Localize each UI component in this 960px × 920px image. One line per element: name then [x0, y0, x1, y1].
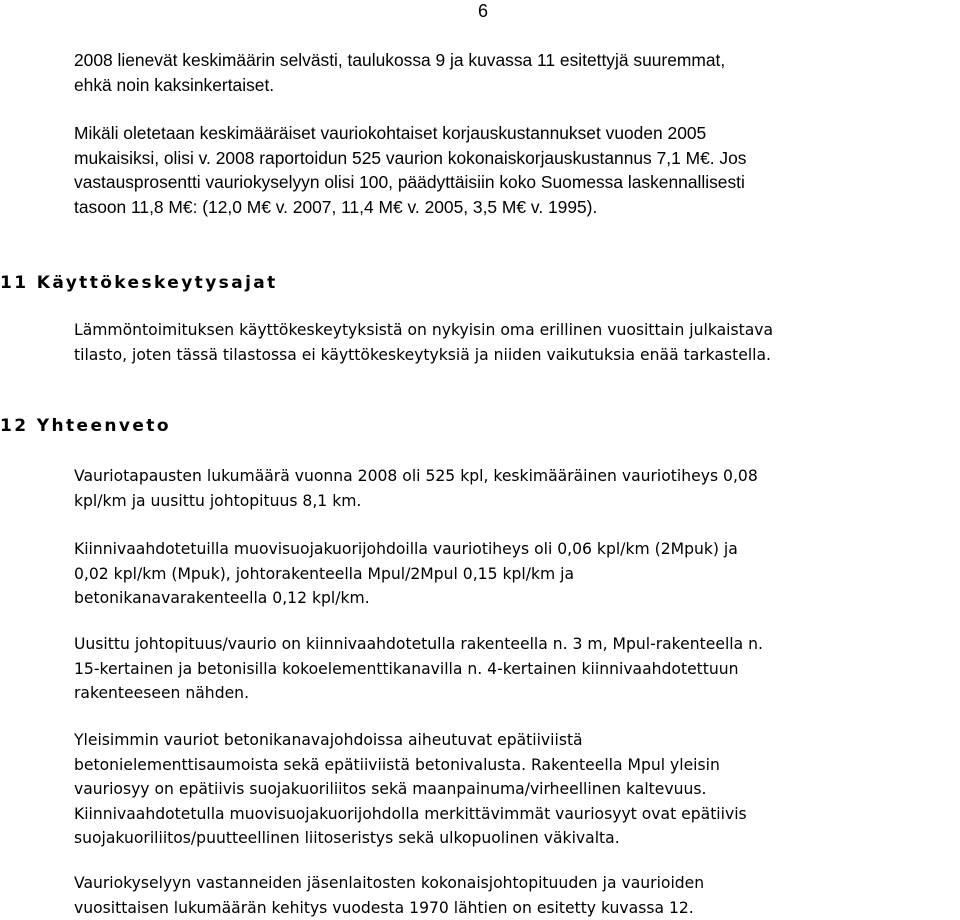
text-line: Mikäli oletetaan keskimääräiset vauriokohtaiset korjauskustannukset vuoden 2005 [74, 121, 960, 146]
text-line: Kiinnivaahdotetulla muovisuojakuorijohdolla merkittävimmät vauriosyyt ovat epätiivis [74, 802, 960, 827]
text-line: Lämmöntoimituksen käyttökeskeytyksistä on nykyisin oma erillinen vuosittain julkaistava [74, 318, 960, 343]
page-number: 6 [478, 0, 488, 22]
intro-paragraph-1 [74, 48, 960, 97]
section-12-paragraph-5 [74, 871, 960, 920]
section-11-paragraph-1 [74, 318, 960, 367]
text-line: rakenteeseen nähden. [74, 681, 960, 706]
text-line: Kiinnivaahdotetuilla muovisuojakuorijohdoilla vauriotiheys oli 0,06 kpl/km (2Mpuk) ja [74, 537, 960, 562]
text-line: vauriosyy on epätiivis suojakuoriliitos sekä maanpainuma/virheellinen kaltevuus. [74, 777, 960, 802]
text-line: 15-kertainen ja betonisilla kokoelementtikanavilla n. 4-kertainen kiinnivaahdotettuun [74, 657, 960, 682]
section-12-heading: 12 Yhteenveto [0, 414, 171, 438]
text-line: 2008 lienevät keskimäärin selvästi, taulukossa 9 ja kuvassa 11 esitettyjä suuremmat, [74, 48, 960, 73]
text-line: betonikanavarakenteella 0,12 kpl/km. [74, 586, 960, 611]
text-line: Vauriokyselyyn vastanneiden jäsenlaitosten kokonaisjohtopituuden ja vaurioiden [74, 871, 960, 896]
section-11-heading: 11 Käyttökeskeytysajat [0, 271, 278, 295]
text-line: vastausprosentti vauriokyselyyn olisi 100, päädyttäisiin koko Suomessa laskennallisesti [74, 170, 960, 195]
section-12-paragraph-3 [74, 632, 960, 706]
text-line: vuosittaisen lukumäärän kehitys vuodesta 1970 lähtien on esitetty kuvassa 12. [74, 896, 960, 920]
intro-paragraph-2 [74, 121, 960, 219]
text-line: 0,02 kpl/km (Mpuk), johtorakenteella Mpul/2Mpul 0,15 kpl/km ja [74, 562, 960, 587]
text-line: betonielementtisaumoista sekä epätiiviistä betonivalusta. Rakenteella Mpul yleisin [74, 753, 960, 778]
text-line: kpl/km ja uusittu johtopituus 8,1 km. [74, 489, 960, 514]
text-line: suojakuoriliitos/puutteellinen liitoseristys sekä ulkopuolinen väkivalta. [74, 826, 960, 851]
text-line: tasoon 11,8 M€: (12,0 M€ v. 2007, 11,4 M€ v. 2005, 3,5 M€ v. 1995). [74, 195, 960, 220]
text-line: Vauriotapausten lukumäärä vuonna 2008 oli 525 kpl, keskimääräinen vauriotiheys 0,08 [74, 464, 960, 489]
text-line: tilasto, joten tässä tilastossa ei käyttökeskeytyksiä ja niiden vaikutuksia enää tarkastella. [74, 343, 960, 368]
text-line: mukaisiksi, olisi v. 2008 raportoidun 525 vaurion kokonaiskorjauskustannus 7,1 M€. Jos [74, 146, 960, 171]
section-12-paragraph-1 [74, 464, 960, 513]
text-line: ehkä noin kaksinkertaiset. [74, 73, 960, 98]
text-line: Yleisimmin vauriot betonikanavajohdoissa aiheutuvat epätiiviistä [74, 728, 960, 753]
section-12-paragraph-4 [74, 728, 960, 851]
section-12-paragraph-2 [74, 537, 960, 611]
text-line: Uusittu johtopituus/vaurio on kiinnivaahdotetulla rakenteella n. 3 m, Mpul-rakenteella n. [74, 632, 960, 657]
